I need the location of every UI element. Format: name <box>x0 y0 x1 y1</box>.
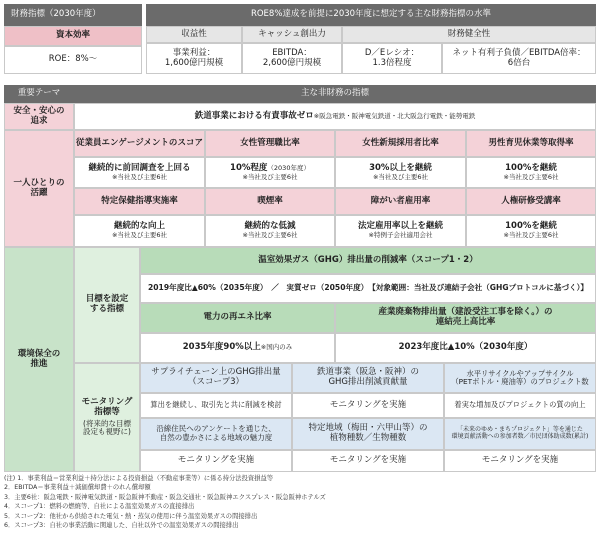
monitoring-label-main: モニタリング 指標等 <box>81 397 133 417</box>
female-manager-main: 10%程度 <box>230 162 268 173</box>
industrial-waste-header: 産業廃棄物排出量（建設受注工事を除く。）の 連結売上高比率 <box>335 303 596 333</box>
disability-note: ※特例子会社適用会社 <box>368 231 433 240</box>
renewable-note: ※国内のみ <box>260 343 293 352</box>
female-hire-note: ※当社及び主要6社 <box>372 172 429 181</box>
male-childcare-note: ※当社及び主要6社 <box>503 172 559 181</box>
net-debt-ebitda-value: ネット有利子負債／EBITDA倍率： 6倍台 <box>442 43 596 74</box>
renewable-ratio-header: 電力の再エネ比率 <box>140 303 335 333</box>
engagement-score-header: 従業員エンゲージメントのスコア <box>74 130 205 157</box>
recycling-projects-value: 着実な増加及びプロジェクトの質の向上 <box>444 393 596 418</box>
financial-target-header: ROE8%達成を前提に2030年度に想定する主な財務指標の水準 <box>146 4 596 26</box>
species-count-value: モニタリングを実施 <box>292 450 444 472</box>
financial-indicators-header: 財務指標（2030年度） <box>4 4 142 26</box>
roe-value: ROE：8%～ <box>4 46 142 74</box>
nonfinancial-header: 主な非財務の指標 <box>74 85 596 103</box>
theme-safety: 安全・安心の 追求 <box>4 103 74 130</box>
ghg-reduction-value: 2019年度比▲60%（2035年度） ／ 実質ゼロ（2050年度） 【対象範囲：当社及び連結子会社（GHGプロトコルに基づく）】 <box>140 274 596 303</box>
scope3-ghg-value: 算出を継続し、取引先と共に削減を検討 <box>140 393 292 418</box>
human-rights-value <box>466 215 596 247</box>
engagement-main: 継続的に前回調査を上回る <box>88 162 191 173</box>
business-profit-value: 事業利益： 1,600億円規模 <box>146 43 242 74</box>
community-activity-header: 「未来のゆめ・まちプロジェクト」等を通じた 環境貢献活動への参加者数／市民団体助成数(累計) <box>444 418 596 450</box>
cash-generation-label: キャッシュ創出力 <box>242 26 342 43</box>
monitoring-label-sub: (将来的な目標 設定も視野に) <box>83 418 131 437</box>
health-guidance-header: 特定保健指導実施率 <box>74 188 205 215</box>
male-childcare-main: 100%を継続 <box>505 162 557 173</box>
smoking-rate-header: 喫煙率 <box>205 188 335 215</box>
nature-survey-header: 沿線住民へのアンケートを通じた、 自然の豊かさによる地域の魅力度 <box>140 418 292 450</box>
footnote: 2．EBITDA＝事業利益＋減価償却費＋のれん償却額 <box>4 484 151 492</box>
health-guidance-note: ※当社及び主要6社 <box>111 231 168 240</box>
ghg-reduction-header: 温室効果ガス（GHG）排出量の削減率（スコープ1・2） <box>140 247 596 274</box>
health-guidance-value <box>74 215 205 247</box>
scope3-ghg-header: サプライチェーン上のGHG排出量 （スコープ3） <box>140 363 292 393</box>
engagement-note: ※当社及び主要6社 <box>111 172 168 181</box>
monitoring-indicators-label <box>74 363 140 472</box>
human-rights-training-header: 人権研修受講率 <box>466 188 596 215</box>
theme-environment: 環境保全の 推進 <box>4 247 74 472</box>
safety-text: 鉄道事業における有責事故ゼロ <box>194 110 314 121</box>
railway-ghg-value: モニタリングを実施 <box>292 393 444 418</box>
female-manager-note: ※当社及び主要6社 <box>242 172 298 181</box>
smoking-rate-value <box>205 215 335 247</box>
footnote: (注) 1．事業利益＝営業利益＋持分法による投資損益（不動産事業等）に係る持分法投資損益等 <box>4 475 274 482</box>
capital-efficiency-label: 資本効率 <box>4 26 142 46</box>
female-hire-ratio-header: 女性新規採用者比率 <box>335 130 466 157</box>
female-manager-year: （2030年度） <box>267 163 310 172</box>
female-hire-main: 30%以上を継続 <box>369 162 432 173</box>
theme-people: 一人ひとりの 活躍 <box>4 130 74 247</box>
male-childcare-leave-header: 男性育児休業等取得率 <box>466 130 596 157</box>
species-count-header: 特定地域（梅田・六甲山等）の 植物種数／生物種数 <box>292 418 444 450</box>
safety-indicator <box>74 103 596 130</box>
footnotes <box>4 474 326 530</box>
footnote: 6．スコープ3：自社の事業活動に関連した、自社以外での温室効果ガスの間接排出 <box>4 522 239 530</box>
recycling-projects-header: 水平リサイクルやアップサイクル （PETボトル・廃油等）のプロジェクト数 <box>444 363 596 393</box>
engagement-score-value <box>74 157 205 188</box>
renewable-ratio-value <box>140 333 335 363</box>
female-manager-ratio-header: 女性管理職比率 <box>205 130 335 157</box>
profitability-label: 収益性 <box>146 26 242 43</box>
financial-health-label: 財務健全性 <box>342 26 596 43</box>
community-activity-value: モニタリングを実施 <box>444 450 596 472</box>
ebitda-value: EBITDA： 2,600億円規模 <box>242 43 342 74</box>
theme-header: 重要テーマ <box>4 85 74 103</box>
smoking-main: 継続的な低減 <box>244 221 296 232</box>
disability-main: 法定雇用率以上を継続 <box>357 221 443 232</box>
railway-ghg-contribution-header: 鉄道事業（阪急・阪神）の GHG排出削減貢献量 <box>292 363 444 393</box>
disability-employment-value <box>335 215 466 247</box>
male-childcare-value <box>466 157 596 188</box>
health-guidance-main: 継続的な向上 <box>113 221 165 232</box>
human-rights-note: ※当社及び主要6社 <box>503 231 559 240</box>
disability-employment-header: 障がい者雇用率 <box>335 188 466 215</box>
safety-note: ※阪急電鉄・阪神電気鉄道・北大阪急行電鉄・能勢電鉄 <box>313 111 476 120</box>
female-manager-value <box>205 157 335 188</box>
footnote: 5．スコープ2：他社から供給された電気・熱・蒸気の使用に伴う温室効果ガスの間接排出 <box>4 512 258 520</box>
footnote: 3．主要6社：阪急電鉄・阪神電気鉄道・阪急阪神不動産・阪急交通社・阪急阪神エクスプレス・阪急阪神ホテルズ <box>4 493 326 501</box>
industrial-waste-value: 2023年度比▲10%（2030年度） <box>335 333 596 363</box>
renewable-main: 2035年度90%以上 <box>182 342 261 353</box>
female-hire-value <box>335 157 466 188</box>
footnote: 4．スコープ1：燃料の燃焼等、自社による温室効果ガスの直接排出 <box>4 503 195 511</box>
target-indicators-label: 目標を設定 する指標 <box>74 247 140 363</box>
nature-survey-value: モニタリングを実施 <box>140 450 292 472</box>
de-ratio-value: D／Eレシオ： 1.3倍程度 <box>342 43 442 74</box>
human-rights-main: 100%を継続 <box>505 221 557 232</box>
smoking-note: ※当社及び主要6社 <box>242 231 298 240</box>
